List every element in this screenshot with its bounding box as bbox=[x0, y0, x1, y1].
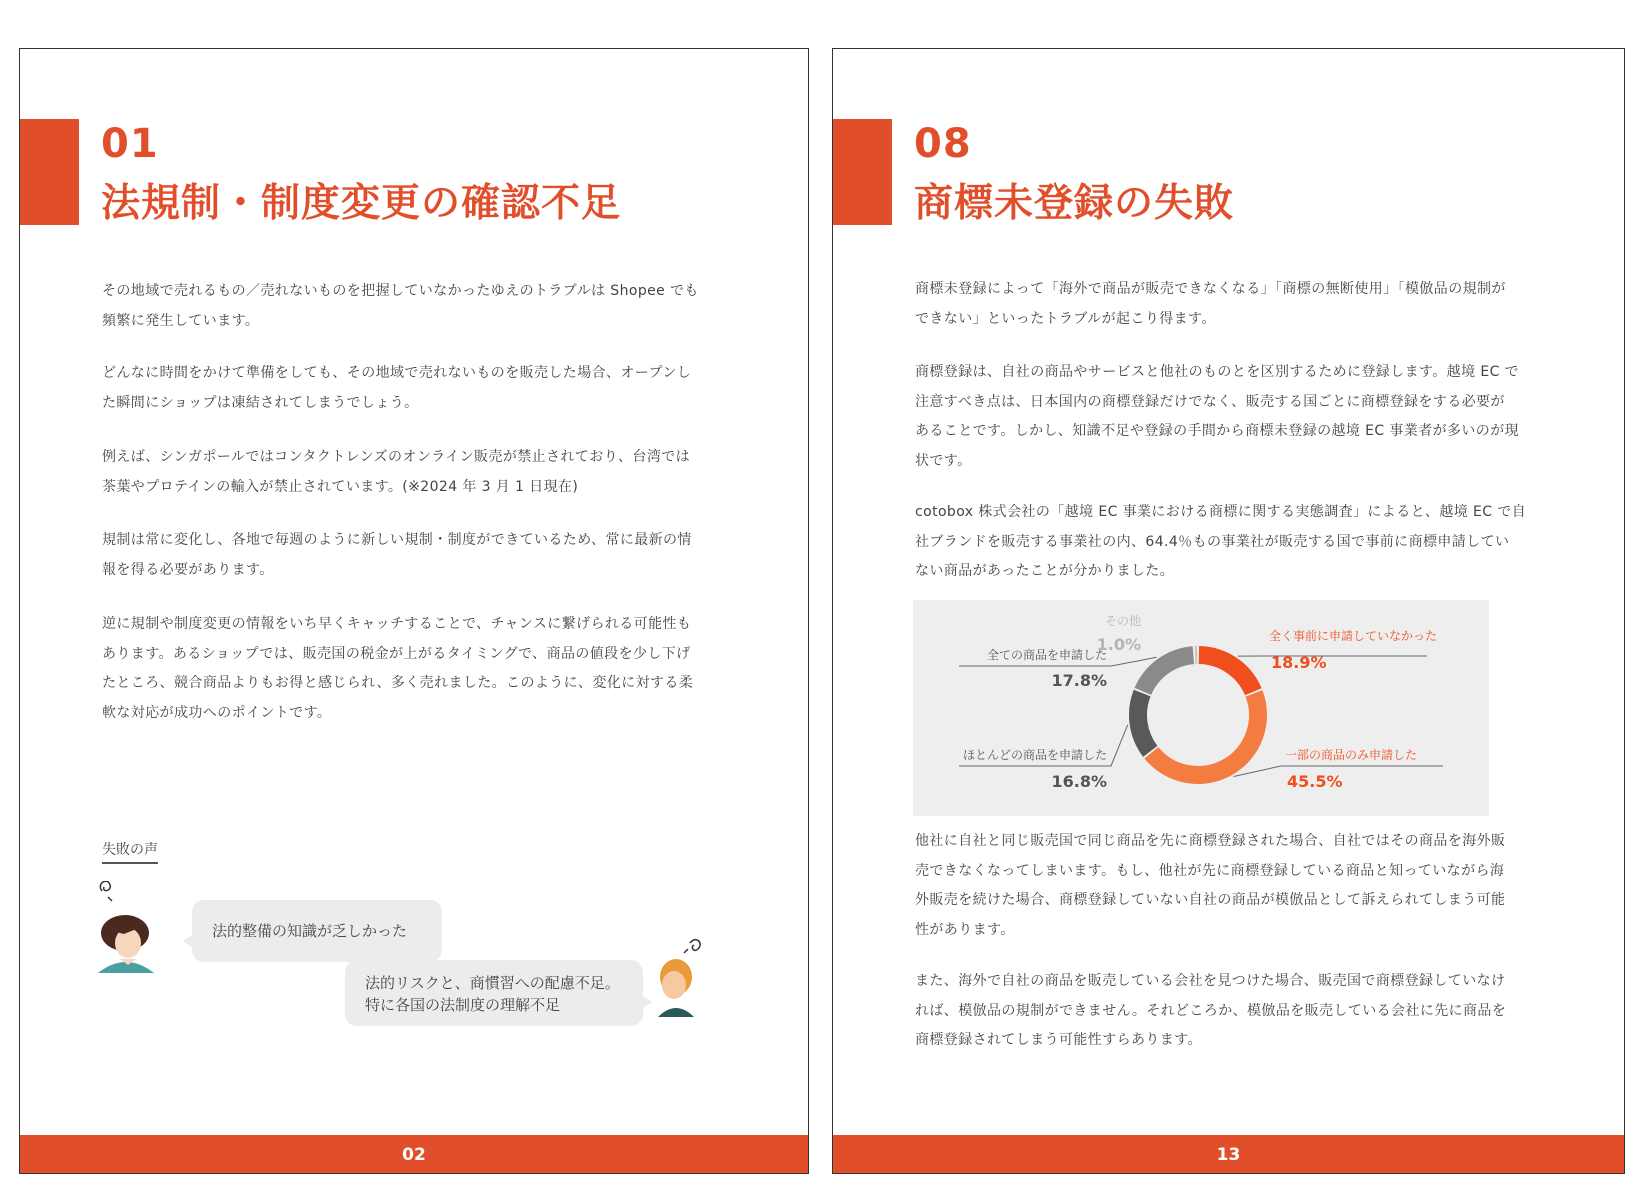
paragraph bbox=[102, 443, 702, 502]
speech-bubble bbox=[192, 900, 442, 962]
paragraph-line: 他社に自社と同じ販売国で同じ商品を先に商標登録された場合、自社ではその商品を海外販 bbox=[915, 833, 1506, 849]
donut-slice bbox=[1151, 693, 1258, 775]
page-number: 02 bbox=[402, 1145, 426, 1165]
slice-label: 全ての商品を申請した bbox=[986, 648, 1107, 662]
paragraph bbox=[102, 526, 702, 585]
paragraph bbox=[102, 277, 702, 336]
paragraph-line: 逆に規制や制度変更の情報をいち早くキャッチすることで、チャンスに繋げられる可能性も bbox=[102, 616, 692, 632]
paragraph-line: 規制は常に変化し、各地で毎週のように新しい規制・制度ができているため、常に最新の情 bbox=[102, 532, 692, 548]
slice-value-label: 45.5% bbox=[1287, 772, 1343, 791]
speech-bubble bbox=[345, 960, 643, 1026]
paragraph-line: 例えば、シンガポールではコンタクトレンズのオンライン販売が禁止されており、台湾では bbox=[102, 449, 691, 465]
person-avatar-icon bbox=[650, 929, 710, 1019]
paragraph-line: あることです。しかし、知識不足や登録の手間から商標未登録の越境 EC 事業者が多いのが現 bbox=[915, 423, 1519, 439]
paragraph bbox=[915, 827, 1535, 945]
section-title: 法規制・制度変更の確認不足 bbox=[101, 181, 622, 226]
paragraph-line: できない」といったトラブルが起こり得ます。 bbox=[915, 310, 1216, 327]
paragraph-line: 報を得る必要があります。 bbox=[102, 561, 274, 578]
paragraph-line: 商標登録されてしまう可能性すらあります。 bbox=[915, 1032, 1202, 1048]
paragraph-line: 社ブランドを販売する事業社の内、64.4％もの事業社が販売する国で事前に商標申請してい bbox=[915, 533, 1510, 550]
paragraph-line: 茶葉やプロテインの輸入が禁止されています。(※2024 年 3 月 1 日現在) bbox=[102, 478, 579, 495]
section-accent-block bbox=[20, 119, 79, 225]
voice-section-label: 失敗の声 bbox=[102, 839, 158, 864]
slice-value-label: 1.0% bbox=[1096, 635, 1141, 654]
slice-label: 一部の商品のみ申請した bbox=[1285, 748, 1418, 762]
paragraph bbox=[915, 498, 1535, 587]
donut-chart-canvas bbox=[913, 600, 1489, 816]
section-accent-block bbox=[833, 119, 892, 225]
paragraph-line: 性があります。 bbox=[915, 921, 1015, 938]
slice-label: ほとんどの商品を申請した bbox=[962, 748, 1107, 762]
slice-label: 全く事前に申請していなかった bbox=[1269, 629, 1438, 643]
document-page-left bbox=[19, 48, 809, 1174]
paragraph bbox=[915, 358, 1535, 476]
paragraph-line: その地域で売れるもの／売れないものを把握していなかったゆえのトラブルは Shopee でも bbox=[102, 283, 699, 299]
paragraph-line: また、海外で自社の商品を販売している会社を見つけた場合、販売国で商標登録していなけ bbox=[915, 973, 1506, 989]
paragraph bbox=[102, 610, 702, 728]
section-number: 08 bbox=[914, 121, 972, 167]
slice-label: その他 bbox=[1104, 614, 1141, 628]
paragraph-line: 軟な対応が成功へのポイントです。 bbox=[102, 704, 332, 721]
paragraph-line: 外販売を続けた場合、商標登録していない自社の商品が模倣品として訴えられてしまう可能 bbox=[915, 892, 1506, 908]
slice-value-label: 16.8% bbox=[1051, 772, 1107, 791]
paragraph bbox=[102, 359, 702, 418]
paragraph-line: たところ、競合商品よりもお得と感じられ、多く売れました。このように、変化に対する柔 bbox=[102, 675, 694, 691]
person-avatar-icon bbox=[90, 881, 160, 976]
section-title: 商標未登録の失敗 bbox=[914, 181, 1235, 226]
bubble-text: 特に各国の法制度の理解不足 bbox=[365, 996, 561, 1014]
page-number: 13 bbox=[1216, 1145, 1241, 1165]
paragraph-line: 状です。 bbox=[915, 452, 972, 469]
paragraph-line: cotobox 株式会社の「越境 EC 事業における商標に関する実態調査」によると、越境 EC で自 bbox=[915, 504, 1527, 520]
document-page-right bbox=[832, 48, 1625, 1174]
donut-slice bbox=[1143, 655, 1193, 691]
slice-value-label: 18.9% bbox=[1271, 653, 1327, 672]
paragraph-line: 頻繁に発生しています。 bbox=[102, 312, 260, 329]
donut-slice bbox=[1199, 655, 1253, 692]
paragraph-line: た瞬間にショップは凍結されてしまうでしょう。 bbox=[102, 394, 419, 411]
paragraph-line: どんなに時間をかけて準備をしても、その地域で売れないものを販売した場合、オープンし bbox=[102, 365, 692, 381]
paragraph-line: れば、模倣品の規制ができません。それどころか、模倣品を販売している会社に先に商品を bbox=[915, 1002, 1507, 1019]
paragraph-line: 商標登録は、自社の商品やサービスと他社のものとを区別するために登録します。越境 EC で bbox=[915, 364, 1519, 380]
donut-chart bbox=[913, 600, 1489, 816]
section-number: 01 bbox=[101, 121, 159, 167]
paragraph-line: 商標未登録によって「海外で商品が販売できなくなる」「商標の無断使用」「模倣品の規制が bbox=[915, 281, 1506, 297]
paragraph bbox=[915, 967, 1535, 1056]
bubble-text: 法的リスクと、商慣習への配慮不足。 bbox=[365, 974, 620, 992]
paragraph-line: 注意すべき点は、日本国内の商標登録だけでなく、販売する国ごとに商標登録をする必要が bbox=[915, 393, 1505, 410]
paragraph bbox=[915, 275, 1535, 334]
donut-slice bbox=[1138, 693, 1150, 751]
page-footer bbox=[833, 1135, 1624, 1173]
paragraph-line: あります。あるショップでは、販売国の税金が上がるタイミングで、商品の値段を少し下げ bbox=[102, 645, 691, 662]
slice-value-label: 17.8% bbox=[1051, 671, 1107, 690]
paragraph-line: 売できなくなってしまいます。もし、他社が先に商標登録している商品と知っていながら海 bbox=[915, 862, 1505, 879]
bubble-text: 法的整備の知識が乏しかった bbox=[212, 922, 408, 940]
page-footer bbox=[20, 1135, 808, 1173]
paragraph-line: ない商品があったことが分かりました。 bbox=[915, 563, 1175, 579]
